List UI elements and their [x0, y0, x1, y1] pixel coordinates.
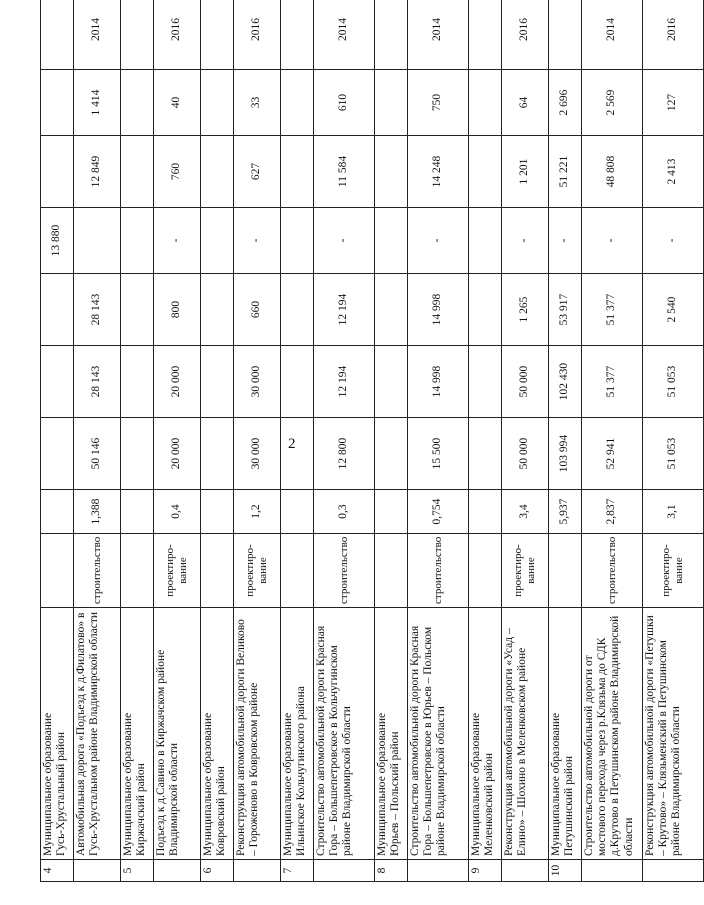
row-name: Муниципальное образование Меленковский район [469, 608, 502, 860]
value-cell [41, 136, 74, 208]
value-cell [375, 70, 408, 136]
value-cell [121, 70, 154, 136]
row-index [582, 860, 643, 882]
value-cell: 50 000 [502, 346, 549, 418]
value-cell [121, 346, 154, 418]
value-cell [201, 418, 234, 490]
value-cell [41, 346, 74, 418]
value-cell [469, 490, 502, 534]
value-cell: 51 377 [582, 346, 643, 418]
value-cell: - [408, 208, 469, 274]
value-cell [375, 274, 408, 346]
value-cell [74, 208, 121, 274]
value-cell [281, 0, 314, 70]
project-row [643, 0, 704, 882]
value-cell: 51 053 [643, 418, 704, 490]
value-cell: 1 201 [502, 136, 549, 208]
value-cell [375, 418, 408, 490]
row-name: Муниципальное образование Ковровский район [201, 608, 234, 860]
value-cell [375, 208, 408, 274]
value-cell [281, 490, 314, 534]
row-name: Строительство автомобильной дороги Красная Гора – Большепетровское в Кольчугинском районе Владимирской области [314, 608, 375, 860]
value-cell: 1,2 [234, 490, 281, 534]
value-cell [281, 274, 314, 346]
value-cell: 760 [154, 136, 201, 208]
work-type-cell: строительство [582, 534, 643, 608]
value-cell [281, 70, 314, 136]
value-cell [469, 136, 502, 208]
value-cell: 750 [408, 70, 469, 136]
work-type-cell [121, 534, 154, 608]
work-type-cell: строительство [314, 534, 375, 608]
value-cell [121, 0, 154, 70]
value-cell [469, 346, 502, 418]
value-cell: 103 994 [549, 418, 582, 490]
value-cell: 0,4 [154, 490, 201, 534]
work-type-cell: проектиро- вание [234, 534, 281, 608]
value-cell: 2,837 [582, 490, 643, 534]
value-cell [201, 208, 234, 274]
value-cell: 15 500 [408, 418, 469, 490]
value-cell: 610 [314, 70, 375, 136]
value-cell: 627 [234, 136, 281, 208]
work-type-cell [201, 534, 234, 608]
value-cell: 2016 [154, 0, 201, 70]
value-cell [375, 136, 408, 208]
value-cell [41, 274, 74, 346]
value-cell: 1 265 [502, 274, 549, 346]
value-cell: 28 143 [74, 346, 121, 418]
row-index [74, 860, 121, 882]
value-cell: 2016 [234, 0, 281, 70]
value-cell: 2 413 [643, 136, 704, 208]
value-cell [41, 418, 74, 490]
row-index: 6 [201, 860, 234, 882]
value-cell: 2016 [502, 0, 549, 70]
municipality-row [469, 0, 502, 882]
value-cell [549, 0, 582, 70]
row-name: Муниципальное образование Ильинское Кольчугинского района [281, 608, 314, 860]
value-cell: 11 584 [314, 136, 375, 208]
value-cell: 20 000 [154, 418, 201, 490]
value-cell: 30 000 [234, 346, 281, 418]
value-cell: 2014 [408, 0, 469, 70]
row-index [234, 860, 281, 882]
municipality-row [201, 0, 234, 882]
value-cell: 2 540 [643, 274, 704, 346]
value-cell: 2 569 [582, 70, 643, 136]
municipality-row [41, 0, 74, 882]
row-name: Муниципальное образование Киржачский район [121, 608, 154, 860]
value-cell [121, 136, 154, 208]
value-cell [281, 136, 314, 208]
value-cell: 5,937 [549, 490, 582, 534]
value-cell: 20 000 [154, 346, 201, 418]
work-type-cell [469, 534, 502, 608]
project-row [314, 0, 375, 882]
value-cell: 51 221 [549, 136, 582, 208]
project-row [502, 0, 549, 882]
value-cell: 64 [502, 70, 549, 136]
value-cell: - [234, 208, 281, 274]
value-cell [201, 70, 234, 136]
value-cell: 0,3 [314, 490, 375, 534]
row-name: Реконструкция автомобильной дороги «Усад – Елино» – Шохино в Меленковском районе [502, 608, 549, 860]
value-cell: - [549, 208, 582, 274]
value-cell [469, 0, 502, 70]
value-cell: 13 880 [41, 208, 74, 274]
value-cell: 2016 [643, 0, 704, 70]
value-cell: 48 808 [582, 136, 643, 208]
value-cell [121, 274, 154, 346]
value-cell: 50 000 [502, 418, 549, 490]
municipality-row [375, 0, 408, 882]
row-index: 8 [375, 860, 408, 882]
value-cell: 14 248 [408, 136, 469, 208]
row-index: 7 [281, 860, 314, 882]
value-cell: 33 [234, 70, 281, 136]
value-cell: 30 000 [234, 418, 281, 490]
value-cell: 14 998 [408, 346, 469, 418]
value-cell: 52 941 [582, 418, 643, 490]
value-cell: 2014 [74, 0, 121, 70]
value-cell [469, 70, 502, 136]
value-cell: 12 194 [314, 346, 375, 418]
municipality-row [281, 0, 314, 882]
value-cell: 102 430 [549, 346, 582, 418]
value-cell [41, 70, 74, 136]
value-cell: - [643, 208, 704, 274]
row-name: Строительство автомобильной дороги от мостового перехода через р.Клязьма до СДК д.Крутово в Петушинском районе Владимирской области [582, 608, 643, 860]
row-name: Муниципальное образование Юрьев – Польский район [375, 608, 408, 860]
row-index: 4 [41, 860, 74, 882]
value-cell: - [154, 208, 201, 274]
value-cell: 0,754 [408, 490, 469, 534]
row-index [154, 860, 201, 882]
municipality-row [549, 0, 582, 882]
value-cell: 12 849 [74, 136, 121, 208]
value-cell [201, 0, 234, 70]
project-row [582, 0, 643, 882]
value-cell: 40 [154, 70, 201, 136]
project-row [154, 0, 201, 882]
row-index [643, 860, 704, 882]
work-type-cell [281, 534, 314, 608]
work-type-cell: проектиро- вание [502, 534, 549, 608]
value-cell [281, 418, 314, 490]
work-type-cell [41, 534, 74, 608]
value-cell: 2014 [582, 0, 643, 70]
row-name: Реконструкция автомобильной дороги Великово – Гороженово в Ковровском районе [234, 608, 281, 860]
value-cell: 2014 [314, 0, 375, 70]
project-row [408, 0, 469, 882]
value-cell: 1,388 [74, 490, 121, 534]
value-cell [201, 136, 234, 208]
project-row [234, 0, 281, 882]
work-type-cell [375, 534, 408, 608]
work-type-cell: проектиро- вание [643, 534, 704, 608]
row-name: Муниципальное образование Петушинский район [549, 608, 582, 860]
value-cell: 14 998 [408, 274, 469, 346]
value-cell: 51 377 [582, 274, 643, 346]
value-cell: 12 800 [314, 418, 375, 490]
row-index [314, 860, 375, 882]
value-cell [201, 346, 234, 418]
value-cell [41, 0, 74, 70]
work-type-cell: проектиро- вание [154, 534, 201, 608]
work-type-cell [549, 534, 582, 608]
value-cell: 800 [154, 274, 201, 346]
value-cell: 1 414 [74, 70, 121, 136]
value-cell: 127 [643, 70, 704, 136]
value-cell [121, 490, 154, 534]
row-index [408, 860, 469, 882]
municipality-row [121, 0, 154, 882]
row-index: 5 [121, 860, 154, 882]
value-cell: - [582, 208, 643, 274]
work-type-cell: строительство [408, 534, 469, 608]
row-name: Муниципальное образование Гусь-Хрустальный район [41, 608, 74, 860]
value-cell [121, 418, 154, 490]
value-cell [375, 346, 408, 418]
value-cell: 53 917 [549, 274, 582, 346]
page-number: 2 [288, 436, 296, 452]
row-name: Подъезд к д.Савино в Киржачском районе Владимирской области [154, 608, 201, 860]
value-cell: 3,1 [643, 490, 704, 534]
row-index: 10 [549, 860, 582, 882]
row-name: Реконструкция автомобильной дороги «Петушки – Крутово» – Клязьменский в Петушинском районе Владимирской области [643, 608, 704, 860]
value-cell [375, 0, 408, 70]
value-cell [281, 346, 314, 418]
value-cell: 2 696 [549, 70, 582, 136]
value-cell [201, 490, 234, 534]
rotated-table-container [40, 0, 704, 882]
row-name: Строительство автомобильной дороги Красная Гора – Большепетровское в Юрьев – Польском районе Владимирской области [408, 608, 469, 860]
value-cell [469, 274, 502, 346]
row-index [502, 860, 549, 882]
value-cell: 51 053 [643, 346, 704, 418]
value-cell [469, 208, 502, 274]
value-cell [201, 274, 234, 346]
value-cell: 3,4 [502, 490, 549, 534]
row-index: 9 [469, 860, 502, 882]
value-cell: 50 146 [74, 418, 121, 490]
row-name: Автомобильная дорога «Подъезд к д.Филатово» в Гусь-Хрустальном районе Владимирской области [74, 608, 121, 860]
value-cell [469, 418, 502, 490]
value-cell [375, 490, 408, 534]
value-cell: 28 143 [74, 274, 121, 346]
value-cell: - [314, 208, 375, 274]
value-cell: - [502, 208, 549, 274]
work-type-cell: строительство [74, 534, 121, 608]
value-cell [121, 208, 154, 274]
road-projects-table [40, 0, 704, 882]
value-cell [281, 208, 314, 274]
value-cell: 660 [234, 274, 281, 346]
value-cell [41, 490, 74, 534]
value-cell: 12 194 [314, 274, 375, 346]
project-row [74, 0, 121, 882]
